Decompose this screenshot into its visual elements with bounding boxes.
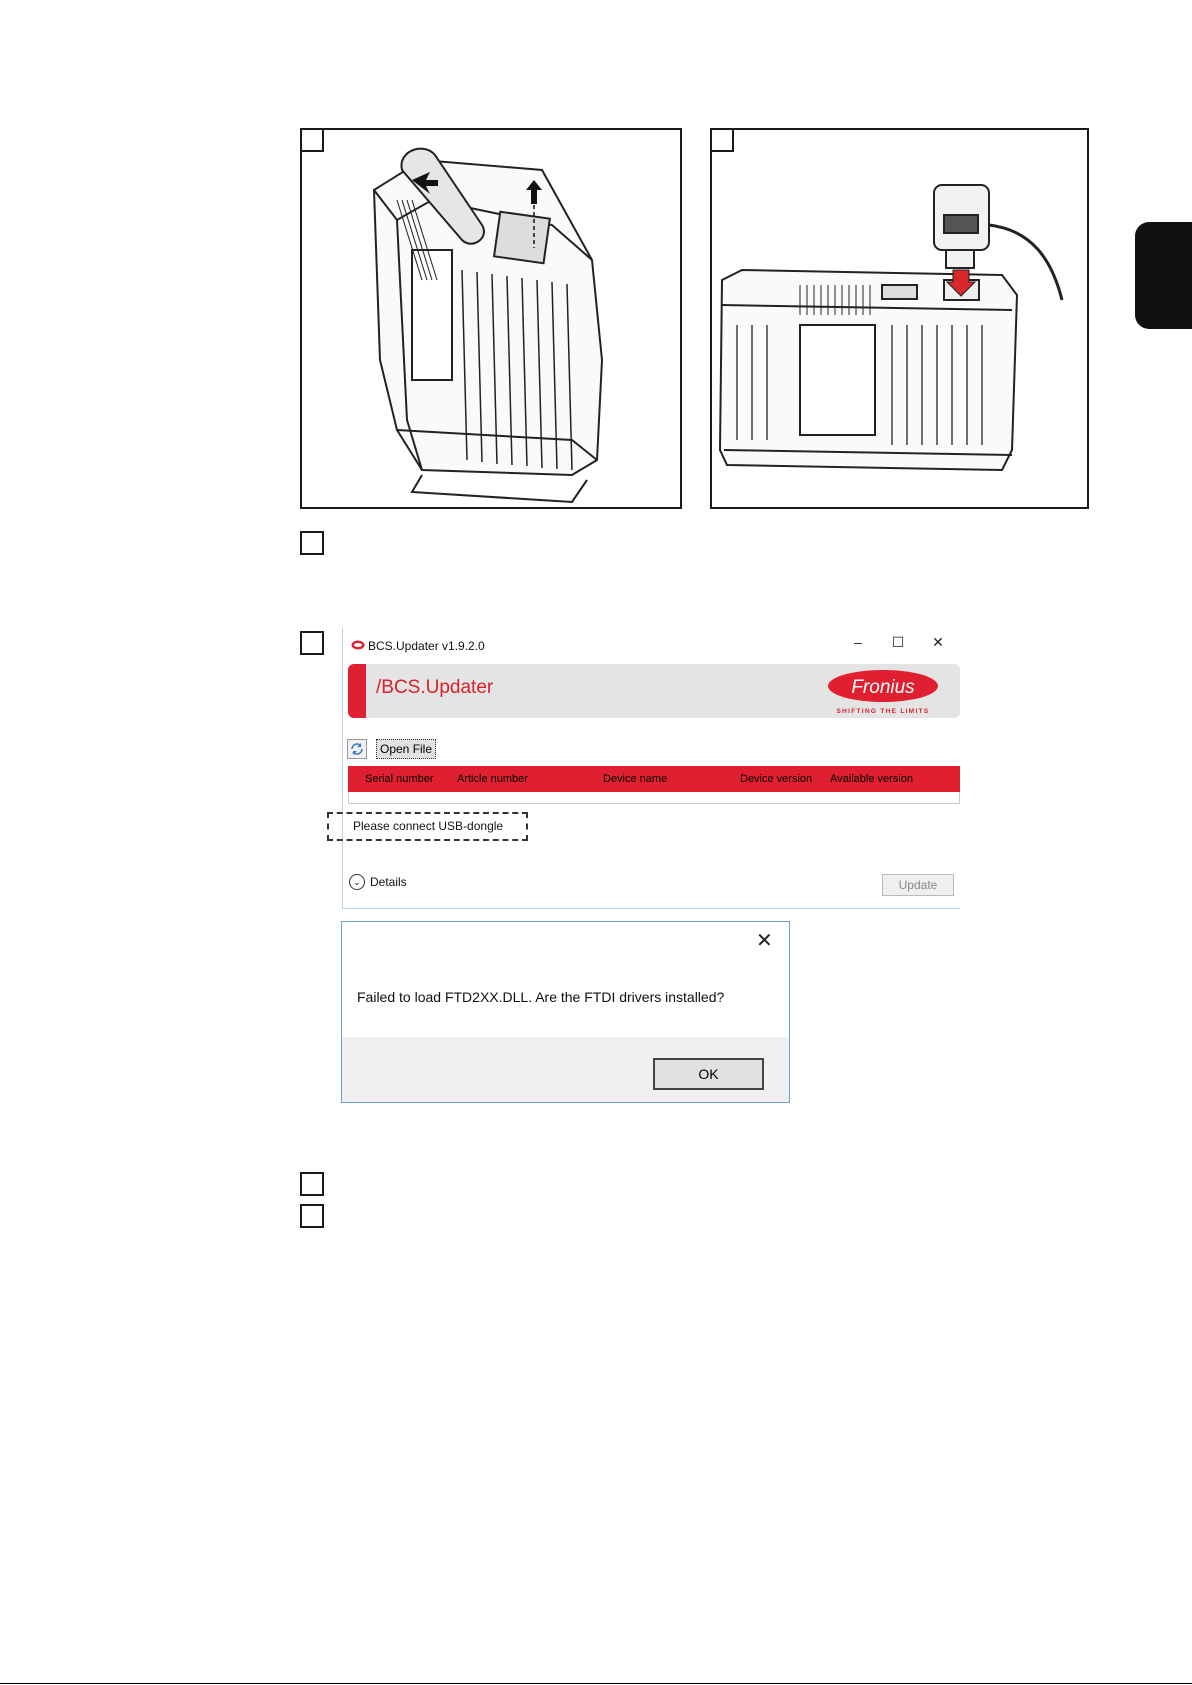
refresh-button[interactable] bbox=[347, 739, 367, 759]
figure-remove-cover bbox=[300, 128, 682, 509]
column-header[interactable]: Device name bbox=[603, 773, 668, 785]
device-table-header bbox=[348, 766, 960, 792]
step-marker bbox=[300, 1204, 324, 1228]
window-title: BCS.Updater v1.9.2.0 bbox=[368, 639, 485, 653]
device-illustration-1 bbox=[302, 130, 680, 507]
app-banner bbox=[348, 664, 960, 718]
error-dialog bbox=[341, 921, 790, 1103]
step-marker bbox=[300, 128, 324, 152]
maximize-button[interactable]: ☐ bbox=[891, 634, 905, 650]
svg-text:Fronius: Fronius bbox=[851, 677, 915, 698]
figure-insert-dongle bbox=[710, 128, 1089, 509]
status-message: Please connect USB-dongle bbox=[327, 812, 528, 841]
update-button[interactable]: Update bbox=[882, 874, 954, 896]
details-label: Details bbox=[370, 875, 407, 889]
footer-rule bbox=[0, 1683, 1192, 1684]
error-message: Failed to load FTD2XX.DLL. Are the FTDI drivers installed? bbox=[357, 989, 725, 1005]
refresh-icon bbox=[348, 740, 366, 758]
banner-accent bbox=[348, 664, 366, 718]
chapter-tab bbox=[1135, 222, 1192, 329]
fronius-logo bbox=[826, 666, 941, 718]
column-header[interactable]: Device version bbox=[740, 773, 813, 785]
step-marker bbox=[300, 531, 324, 555]
updater-window bbox=[342, 628, 960, 909]
step-marker bbox=[300, 1172, 324, 1196]
step-marker bbox=[300, 631, 324, 655]
column-header[interactable]: Available version bbox=[830, 773, 913, 785]
chevron-down-icon: ⌄ bbox=[349, 874, 365, 890]
svg-text:SHIFTING THE LIMITS: SHIFTING THE LIMITS bbox=[836, 708, 930, 715]
close-icon[interactable]: ✕ bbox=[756, 930, 773, 952]
dialog-footer bbox=[342, 1037, 790, 1103]
minimize-button[interactable]: – bbox=[854, 634, 862, 650]
app-logo-icon bbox=[351, 640, 365, 650]
banner-title: /BCS.Updater bbox=[376, 677, 494, 698]
step-marker bbox=[710, 128, 734, 152]
ok-button[interactable]: OK bbox=[653, 1058, 764, 1090]
close-button[interactable]: ✕ bbox=[932, 634, 944, 650]
column-header[interactable]: Article number bbox=[457, 773, 528, 785]
device-table-body bbox=[348, 792, 960, 804]
column-header[interactable]: Serial number bbox=[365, 773, 434, 785]
device-illustration-2 bbox=[712, 130, 1087, 507]
open-file-button[interactable]: Open File bbox=[376, 739, 436, 759]
